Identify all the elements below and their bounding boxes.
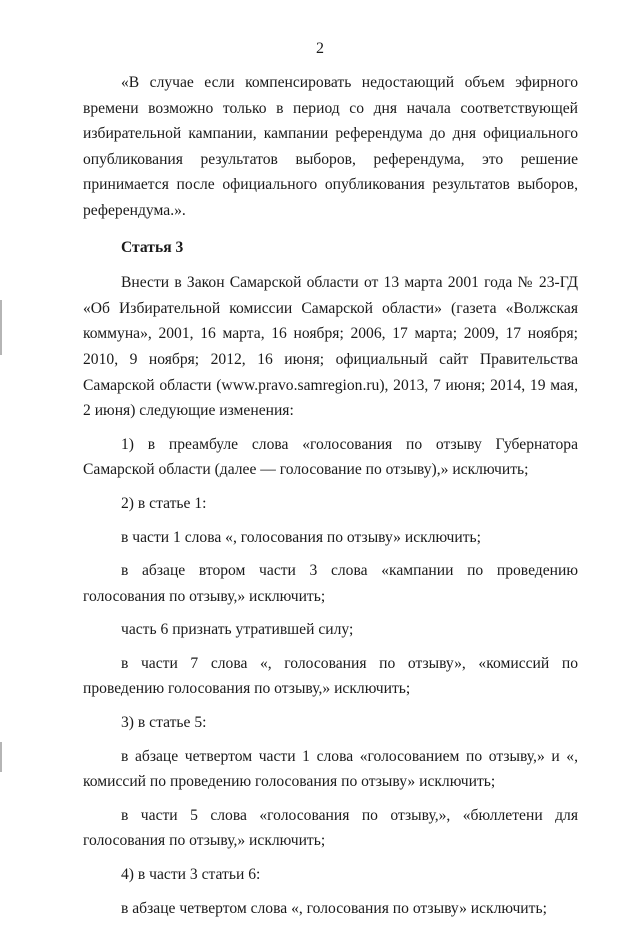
paragraph-item-3-part-1: в абзаце четвертом части 1 слова «голосованием по отзыву,» и «, комиссий по проведению голосования по отзыву» исключить;: [83, 747, 578, 791]
paragraph-item-1: 1) в преамбуле слова «голосования по отзыву Губернатора Самарской области (далее — голосование по отзыву),» исключить;: [83, 435, 578, 479]
paragraph-compensation-clause: «В случае если компенсировать недостающий объем эфирного времени возможно только в период со дня начала соответствующей избирательной кампании, кампании референдума до дня официального опубликования результатов выборов, референдума, это решение принимается после официального опубликования результатов выборов, референдума.».: [83, 74, 578, 219]
article-heading: Статья 3: [121, 238, 184, 256]
page-number: 2: [316, 40, 324, 57]
paragraph-item-3-part-5: в части 5 слова «голосования по отзыву,», «бюллетени для голосования по отзыву,» исключить;: [83, 806, 578, 850]
paragraph-item-4-paragraph-4: в абзаце четвертом слова «, голосования по отзыву» исключить;: [121, 899, 547, 917]
paragraph-item-2-part-1: в части 1 слова «, голосования по отзыву» исключить;: [121, 528, 482, 546]
scan-edge-mark: [0, 300, 2, 355]
paragraph-item-2: 2) в статье 1:: [121, 494, 207, 512]
document-body: [83, 70, 578, 929]
paragraph-item-3: 3) в статье 5:: [121, 714, 207, 732]
scan-edge-mark: [0, 742, 2, 772]
paragraph-item-2-part-7: в части 7 слова «, голосования по отзыву», «комиссий по проведению голосования по отзыву,» исключить;: [83, 654, 578, 698]
paragraph-amendment-intro: Внести в Закон Самарской области от 13 марта 2001 года № 23-ГД «Об Избирательной комиссии Самарской области» (газета «Волжская коммуна», 2001, 16 марта, 16 ноября; 2006, 17 марта; 2009, 17 ноября; 2010, 9 ноября; 2012, 16 июня; официальный сайт Правительства Самарской области (www.pravo.samregion.ru), 2013, 7 июня; 2014, 19 мая, 2 июня) следующие изменения:: [83, 274, 578, 420]
paragraph-item-2-part-3: в абзаце втором части 3 слова «кампании по проведению голосования по отзыву,» исключить;: [83, 562, 578, 605]
paragraph-item-4: 4) в части 3 статьи 6:: [121, 866, 261, 884]
paragraph-item-2-part-6: часть 6 признать утратившей силу;: [121, 621, 354, 639]
